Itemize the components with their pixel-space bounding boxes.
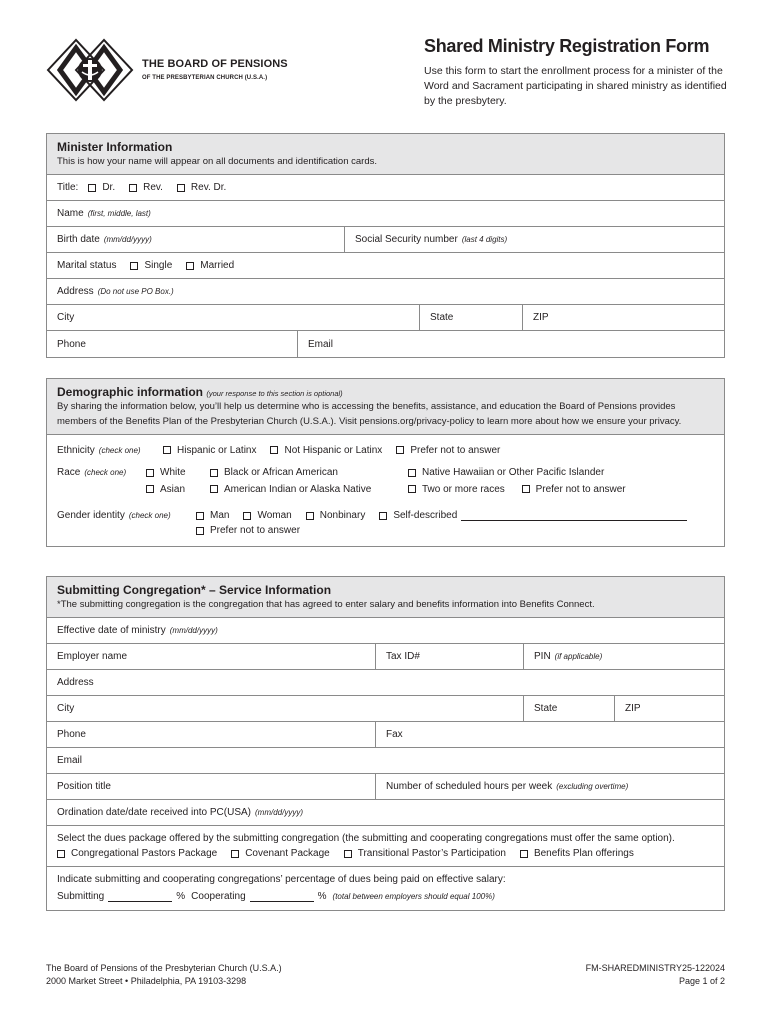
section-description: This is how your name will appear on all documents and identification cards. bbox=[57, 156, 377, 167]
submitting-label: Submitting bbox=[57, 891, 105, 902]
page-number: Page 1 of 2 bbox=[678, 976, 725, 986]
checkbox[interactable] bbox=[146, 485, 154, 493]
footer-meta bbox=[520, 962, 725, 988]
pin-field[interactable]: PIN (if applicable) bbox=[523, 644, 724, 669]
form-intro: Use this form to start the enrollment process for a minister of the Word and Sacrament participating in shared ministry as identified by the presbytery. bbox=[424, 65, 727, 107]
dues-option-benefits-plan[interactable]: Benefits Plan offerings bbox=[520, 846, 634, 861]
congregation-fax-field[interactable]: Fax bbox=[375, 722, 724, 747]
phone-email-row bbox=[47, 331, 724, 357]
dues-option-transitional-pastor[interactable]: Transitional Pastor’s Participation bbox=[344, 846, 506, 861]
dues-package-instructions: Select the dues package offered by the submitting congregation (the submitting and cooperating congregations must offer the same option). bbox=[57, 833, 675, 844]
minister-section-header bbox=[47, 134, 724, 175]
name-field[interactable]: Name (first, middle, last) bbox=[47, 201, 724, 227]
checkbox[interactable] bbox=[146, 469, 154, 477]
gender-identity-row: Gender identity (check one) Man Woman Nonbinary Self-described Prefer not to answer bbox=[57, 508, 714, 540]
demographic-questions bbox=[47, 435, 724, 546]
congregation-state-field[interactable]: State bbox=[523, 696, 614, 721]
checkbox[interactable] bbox=[520, 850, 528, 858]
org-name: THE BOARD OF PENSIONS bbox=[142, 58, 288, 70]
page-header bbox=[0, 0, 770, 130]
congregation-zip-field[interactable]: ZIP bbox=[614, 696, 724, 721]
phone-field[interactable]: Phone bbox=[57, 338, 86, 350]
birth-date-field[interactable]: Birth date (mm/dd/yyyy) bbox=[57, 234, 152, 245]
checkbox[interactable] bbox=[306, 512, 314, 520]
logo-emblem-icon bbox=[42, 38, 138, 102]
checkbox[interactable] bbox=[408, 485, 416, 493]
gender-option-nonbinary[interactable]: Nonbinary bbox=[306, 508, 366, 523]
dues-option-congregational-pastors[interactable]: Congregational Pastors Package bbox=[57, 846, 217, 861]
ethnicity-option-prefer-not[interactable]: Prefer not to answer bbox=[396, 443, 500, 458]
gender-option-prefer-not[interactable]: Prefer not to answer bbox=[196, 523, 300, 538]
ethnicity-row: Ethnicity (check one) Hispanic or Latinx Not Hispanic or Latinx Prefer not to answer bbox=[57, 444, 501, 456]
effective-date-field[interactable]: Effective date of ministry (mm/dd/yyyy) bbox=[47, 618, 724, 644]
birth-ssn-row bbox=[47, 227, 724, 253]
self-described-input[interactable] bbox=[461, 511, 687, 521]
checkbox[interactable] bbox=[196, 512, 204, 520]
tax-id-field[interactable]: Tax ID# bbox=[375, 644, 523, 669]
congregation-city-field[interactable]: City bbox=[57, 703, 75, 714]
race-option-american-indian[interactable]: American Indian or Alaska Native bbox=[210, 482, 371, 497]
section-description: By sharing the information below, you’ll help us determine who is accessing the benefits, assistance, and education the Board of Pensions provides members of the Benefits Plan of the Presbyterian Church (U.S.A.). Visit pensions.org/privacy-policy to learn more about how we ensure your privacy. bbox=[57, 401, 682, 427]
checkbox[interactable] bbox=[163, 446, 171, 454]
org-subtitle: OF THE PRESBYTERIAN CHURCH (U.S.A.) bbox=[142, 75, 268, 81]
checkbox[interactable] bbox=[177, 184, 185, 192]
gender-option-self-described[interactable]: Self-described bbox=[379, 508, 691, 523]
optional-note: (your response to this section is optional) bbox=[206, 389, 343, 398]
ssn-field[interactable]: Social Security number (last 4 digits) bbox=[344, 227, 724, 252]
section-description: *The submitting congregation is the congregation that has agreed to enter salary and benefits information into Benefits Connect. bbox=[57, 599, 595, 610]
checkbox[interactable] bbox=[129, 184, 137, 192]
cooperating-percent-input[interactable] bbox=[250, 892, 314, 902]
race-option-native-hawaiian[interactable]: Native Hawaiian or Other Pacific Islander bbox=[408, 465, 604, 480]
marital-option-married[interactable]: Married bbox=[186, 260, 234, 271]
marital-status-label: Marital status bbox=[57, 260, 117, 271]
dues-percentage-row: Indicate submitting and cooperating congregations’ percentage of dues being paid on effective salary: Submitting % Cooperating % (total between employers should equal 100%) bbox=[57, 874, 506, 902]
footer-street: 2000 Market Street • Philadelphia, PA 19103-3298 bbox=[46, 976, 247, 986]
congregation-section-header bbox=[47, 577, 724, 618]
section-title: Minister Information bbox=[57, 140, 173, 154]
checkbox[interactable] bbox=[243, 512, 251, 520]
congregation-phone-field[interactable]: Phone bbox=[57, 729, 86, 740]
percentage-total-note: (total between employers should equal 100%) bbox=[332, 892, 495, 901]
dues-package-row bbox=[47, 826, 724, 867]
checkbox[interactable] bbox=[379, 512, 387, 520]
employer-name-field[interactable]: Employer name bbox=[57, 651, 128, 662]
race-option-two-or-more[interactable]: Two or more races bbox=[408, 482, 505, 497]
gender-option-man[interactable]: Man bbox=[196, 508, 229, 523]
form-code: FM-SHAREDMINISTRY25-122024 bbox=[585, 963, 725, 973]
title-option-dr[interactable]: Dr. bbox=[88, 182, 115, 193]
zip-field[interactable]: ZIP bbox=[522, 305, 724, 330]
position-title-field[interactable]: Position title bbox=[57, 781, 111, 792]
ethnicity-option-hispanic[interactable]: Hispanic or Latinx bbox=[163, 443, 256, 458]
submitting-congregation-section bbox=[46, 576, 725, 911]
checkbox[interactable] bbox=[408, 469, 416, 477]
race-option-asian[interactable]: Asian bbox=[146, 482, 185, 497]
section-title: Submitting Congregation* – Service Information bbox=[57, 583, 332, 597]
footer-org: The Board of Pensions of the Presbyterian Church (U.S.A.) bbox=[46, 963, 282, 973]
checkbox[interactable] bbox=[396, 446, 404, 454]
form-title: Shared Ministry Registration Form bbox=[424, 36, 710, 56]
title-label: Title: bbox=[57, 182, 79, 193]
checkbox[interactable] bbox=[57, 850, 65, 858]
state-field[interactable]: State bbox=[419, 305, 522, 330]
checkbox[interactable] bbox=[231, 850, 239, 858]
ethnicity-option-not-hispanic[interactable]: Not Hispanic or Latinx bbox=[270, 443, 382, 458]
title-row bbox=[47, 175, 724, 201]
position-row bbox=[47, 774, 724, 800]
dues-percentage-instructions: Indicate submitting and cooperating congregations’ percentage of dues being paid on effective salary: bbox=[57, 874, 506, 885]
minister-information-section bbox=[46, 133, 725, 358]
demographic-section-header bbox=[47, 379, 724, 435]
checkbox[interactable] bbox=[186, 262, 194, 270]
congregation-address-field[interactable]: Address bbox=[47, 670, 724, 696]
dues-option-covenant[interactable]: Covenant Package bbox=[231, 846, 330, 861]
congregation-phone-row bbox=[47, 722, 724, 748]
submitting-percent-input[interactable] bbox=[108, 892, 172, 902]
gender-option-woman[interactable]: Woman bbox=[243, 508, 291, 523]
checkbox[interactable] bbox=[344, 850, 352, 858]
marital-option-single[interactable]: Single bbox=[130, 260, 172, 271]
title-option-rev-dr[interactable]: Rev. Dr. bbox=[177, 182, 226, 193]
congregation-city-row bbox=[47, 696, 724, 722]
checkbox[interactable] bbox=[196, 527, 204, 535]
title-option-rev[interactable]: Rev. bbox=[129, 182, 163, 193]
checkbox[interactable] bbox=[88, 184, 96, 192]
city-state-zip-row bbox=[47, 305, 724, 331]
checkbox[interactable] bbox=[522, 485, 530, 493]
checkbox[interactable] bbox=[130, 262, 138, 270]
congregation-email-field[interactable]: Email bbox=[47, 748, 724, 774]
demographic-information-section bbox=[46, 378, 725, 547]
scheduled-hours-field[interactable]: Number of scheduled hours per week (excluding overtime) bbox=[375, 774, 724, 799]
section-title: Demographic information bbox=[57, 385, 204, 399]
checkbox[interactable] bbox=[210, 485, 218, 493]
board-of-pensions-logo bbox=[42, 38, 292, 102]
email-field[interactable]: Email bbox=[297, 331, 724, 357]
city-field[interactable]: City bbox=[57, 312, 75, 323]
footer-address bbox=[46, 962, 282, 988]
race-option-white[interactable]: White bbox=[146, 465, 186, 480]
ordination-date-field[interactable]: Ordination date/date received into PC(USA) (mm/dd/yyyy) bbox=[47, 800, 724, 826]
race-option-prefer-not[interactable]: Prefer not to answer bbox=[522, 482, 626, 497]
race-option-black[interactable]: Black or African American bbox=[210, 465, 338, 480]
race-row: Race (check one) White Asian Black or African American American Indian or Alaska Native Native Hawaiian or Other Pacific Islander Two or more races Prefer not to answer bbox=[57, 467, 626, 495]
marital-status-row bbox=[47, 253, 724, 279]
checkbox[interactable] bbox=[210, 469, 218, 477]
cooperating-label: Cooperating bbox=[191, 891, 246, 902]
address-field[interactable]: Address (Do not use PO Box.) bbox=[47, 279, 724, 305]
employer-row bbox=[47, 644, 724, 670]
checkbox[interactable] bbox=[270, 446, 278, 454]
